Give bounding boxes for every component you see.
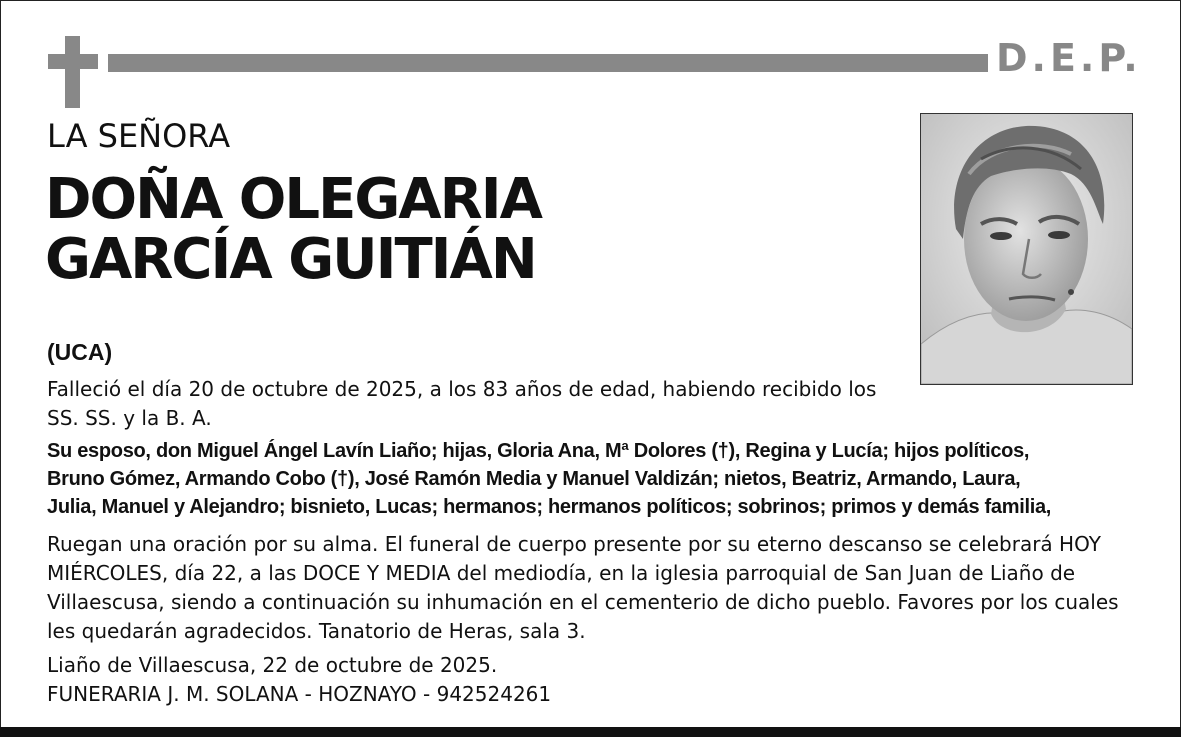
portrait-photo bbox=[920, 113, 1133, 385]
funeral-line2: MIÉRCOLES, día 22, a las DOCE Y MEDIA del mediodía, en la iglesia parroquial de San Juan de Liaño de bbox=[47, 561, 1076, 585]
footer bbox=[47, 651, 551, 709]
funeral-line3: Villaescusa, siendo a continuación su inhumación en el cementerio de dicho pueblo. Favores por los cuales bbox=[47, 590, 1119, 614]
funeral-line4: les quedarán agradecidos. Tanatorio de Heras, sala 3. bbox=[47, 619, 586, 643]
cross-icon-bar bbox=[48, 54, 98, 69]
cross-icon bbox=[65, 36, 80, 108]
funeral-line1: Ruegan una oración por su alma. El funeral de cuerpo presente por su eterno descanso se celebrará HOY bbox=[47, 532, 1101, 556]
deceased-name-line2: GARCÍA GUITIÁN bbox=[45, 227, 536, 292]
bottom-rule bbox=[0, 727, 1181, 737]
deceased-alias: (UCA) bbox=[47, 339, 113, 365]
death-notice-line2: SS. SS. y la B. A. bbox=[47, 406, 212, 430]
honorific-title: LA SEÑORA bbox=[47, 117, 231, 155]
dep-label: D.E.P. bbox=[996, 36, 1142, 80]
family-line3: Julia, Manuel y Alejandro; bisnieto, Lucas; hermanos; hermanos políticos; sobrinos; primos y demás familia, bbox=[47, 496, 1052, 518]
family-line2: Bruno Gómez, Armando Cobo (†), José Ramón Media y Manuel Valdizán; nietos, Beatriz, Armando, Laura, bbox=[47, 468, 1021, 490]
portrait-illustration bbox=[921, 114, 1132, 384]
header-rule bbox=[108, 54, 988, 72]
death-notice bbox=[47, 375, 897, 433]
place-date: Liaño de Villaescusa, 22 de octubre de 2025. bbox=[47, 653, 498, 677]
deceased-name-line1: DOÑA OLEGARIA bbox=[45, 167, 541, 232]
family-list bbox=[47, 437, 1157, 521]
family-line1: Su esposo, don Miguel Ángel Lavín Liaño; hijas, Gloria Ana, Mª Dolores (†), Regina y Lucía; hijos políticos, bbox=[47, 440, 1030, 462]
death-notice-line1: Falleció el día 20 de octubre de 2025, a los 83 años de edad, habiendo recibido los bbox=[47, 377, 877, 401]
funeral-home: FUNERARIA J. M. SOLANA - HOZNAYO - 942524261 bbox=[47, 682, 552, 706]
funeral-details bbox=[47, 530, 1167, 646]
deceased-name bbox=[45, 167, 541, 292]
